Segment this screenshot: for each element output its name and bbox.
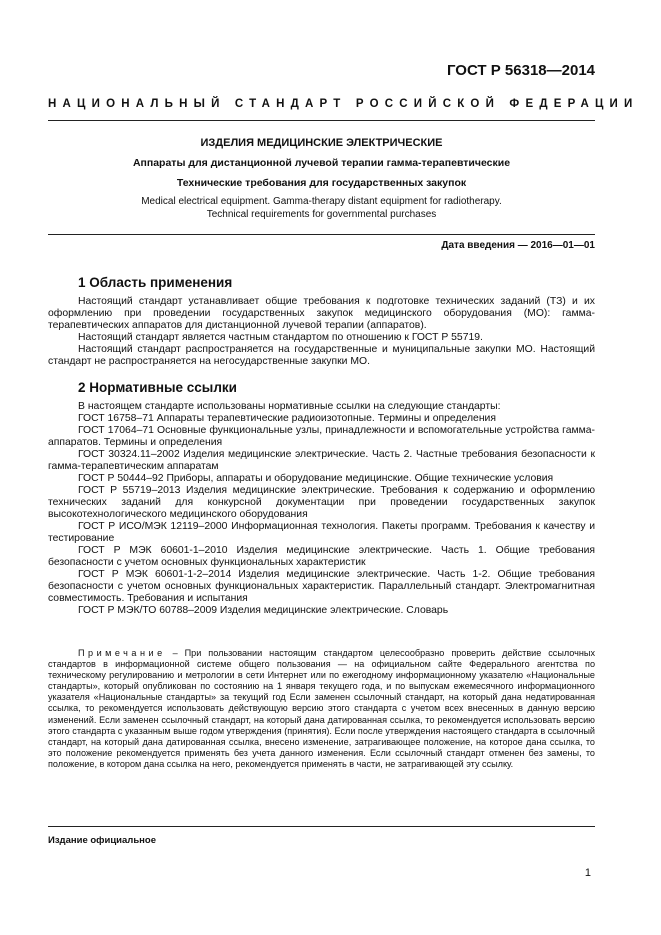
section-1-heading: 1 Область применения [78,275,233,290]
reference-item: ГОСТ Р ИСО/МЭК 12119–2000 Информационная технология. Пакеты программ. Требования к качеству и тестирование [48,521,595,544]
section-2-heading: 2 Нормативные ссылки [78,380,237,395]
national-standard-banner: НАЦИОНАЛЬНЫЙ СТАНДАРТ РОССИЙСКОЙ ФЕДЕРАЦИИ [48,98,639,110]
reference-item: ГОСТ Р 55719–2013 Изделия медицинские электрические. Требования к содержанию и оформлению технических заданий для конкурсной документации при проведении государственных закупок высокотехнологического медицинского оборудования [48,485,595,520]
title-divider [48,234,595,235]
title-english-line-1: Medical electrical equipment. Gamma-therapy distant equipment for radiotherapy. [141,196,502,207]
note-text: – При пользовании настоящим стандартом целесообразно проверить действие ссылочных стандартов в информационной системе общего пользования — на официальном сайте Федерального агентства по техническому регулированию и метрологии в сети Интернет или по ежегодному информационному указателю «Национальные стандарты», который опубликован по состоянию на 1 января текущего года, и по выпускам ежемесячного информационного указателя «Национальные стандарты» за текущий год Если заменен ссылочный стандарт, на который дана недатированная ссылка, то рекомендуется использовать действующую версию этого стандарта с учетом всех внесенных в данную версию изменений. Если заменен ссылочный стандарт, на который дана датированная ссылка, то рекомендуется использовать версию этого стандарта с указанным выше годом утверждения (принятия). Если после утверждения настоящего стандарта в ссылочный стандарт, на который дана датированная ссылка, внесено изменение, затрагивающее положение, на которое дана ссылка, то это положение рекомендуется применять без учета данного изменения. Если ссылочный стандарт отменен без замены, то положение, в котором дана ссылка на него, рекомендуется применять в части, не затрагивающей эту ссылку. [48,648,595,769]
reference-item: ГОСТ Р МЭК 60601-1–2010 Изделия медицинские электрические. Часть 1. Общие требования безопасности с учетом основных функциональных характеристик [48,545,595,568]
introduction-date: Дата введения — 2016—01—01 [441,240,595,251]
reference-item: ГОСТ Р МЭК 60601-1-2–2014 Изделия медицинские электрические. Часть 1-2. Общие требования безопасности с учетом основных функциональных характеристик. Параллельный стандарт. Электромагнитная совместимость. Требования и испытания [48,569,595,604]
note-label: Примечание [78,648,166,658]
reference-item: ГОСТ Р МЭК/ТО 60788–2009 Изделия медицинские электрические. Словарь [78,605,449,616]
reference-item: ГОСТ 16758–71 Аппараты терапевтические радиоизотопные. Термины и определения [78,413,496,424]
reference-item: ГОСТ Р 50444–92 Приборы, аппараты и оборудование медицинские. Общие технические условия [78,473,554,484]
title-main: ИЗДЕЛИЯ МЕДИЦИНСКИЕ ЭЛЕКТРИЧЕСКИЕ [200,137,443,149]
title-english-line-2: Technical requirements for governmental purchases [206,208,437,220]
paragraph: Настоящий стандарт является частным стандартом по отношению к ГОСТ Р 55719. [78,332,483,343]
page-number: 1 [584,867,591,879]
note-paragraph [48,648,595,770]
reference-item: ГОСТ 17064–71 Основные функциональные узлы, принадлежности и вспомогательные устройства гамма-аппаратов. Термины и определения [48,425,595,448]
title-english [48,196,595,221]
title-subtitle-2: Технические требования для государственных закупок [176,177,467,189]
footer-divider [48,826,595,827]
reference-item: ГОСТ 30324.11–2002 Изделия медицинские электрические. Часть 2. Частные требования безопасности к гамма-терапевтическим аппаратам [48,449,595,472]
paragraph: Настоящий стандарт устанавливает общие требования к подготовке технических заданий (ТЗ) и их оформлению при проведении государственных закупок медицинского оборудования (МО): гамма-терапевтических аппаратов для дистанционной лучевой терапии (аппаратов). [48,296,595,331]
paragraph: В настоящем стандарте использованы нормативные ссылки на следующие стандарты: [78,401,501,412]
note-block [48,648,595,770]
title-subtitle-1: Аппараты для дистанционной лучевой терапии гамма-терапевтические [132,157,511,169]
section-1-body [48,296,595,368]
official-edition-label: Издание официальное [48,835,156,846]
paragraph: Настоящий стандарт распространяется на государственные и муниципальные закупки МО. Настоящий стандарт не распространяется на негосударственные закупки МО. [48,344,595,367]
header-divider [48,120,595,121]
section-2-body [48,401,595,617]
standard-code: ГОСТ Р 56318—2014 [446,62,595,79]
